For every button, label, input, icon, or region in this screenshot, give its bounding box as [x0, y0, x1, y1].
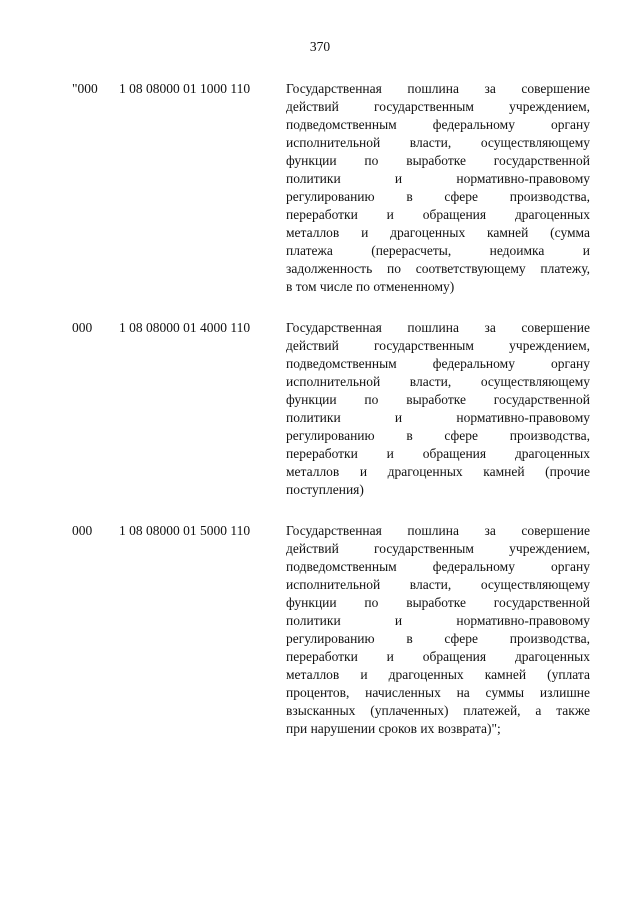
table-row: [0, 522, 640, 738]
budget-code-table: [0, 80, 640, 761]
income-name-cell: [286, 80, 590, 296]
name-line: взысканных (уплаченных) платежей, а также: [286, 703, 590, 718]
name-line: Государственная пошлина за совершение: [286, 81, 590, 96]
name-line: функции по выработке государственной: [286, 392, 590, 407]
name-line: металлов и драгоценных камней (уплата: [286, 667, 590, 682]
name-line: переработки и обращения драгоценных: [286, 649, 590, 664]
name-line: действий государственным учреждением,: [286, 338, 590, 353]
name-line: регулированию в сфере производства,: [286, 189, 590, 204]
name-line: металлов и драгоценных камней (прочие: [286, 464, 590, 479]
name-line: действий государственным учреждением,: [286, 541, 590, 556]
name-line: в том числе по отмененному): [286, 279, 455, 294]
name-line: переработки и обращения драгоценных: [286, 207, 590, 222]
name-line: функции по выработке государственной: [286, 153, 590, 168]
name-line: процентов, начисленных на суммы излишне: [286, 685, 590, 700]
name-line: действий государственным учреждением,: [286, 99, 590, 114]
kbk-code-cell: 1 08 08000 01 4000 110: [119, 320, 251, 335]
income-name-cell: [286, 522, 590, 738]
name-line: подведомственным федеральному органу: [286, 117, 590, 132]
table-row: [0, 319, 640, 499]
name-line: металлов и драгоценных камней (сумма: [286, 225, 590, 240]
name-line: платежа (перерасчеты, недоимка и: [286, 243, 590, 258]
income-name-cell: [286, 319, 590, 499]
name-line: Государственная пошлина за совершение: [286, 523, 590, 538]
name-line: поступления): [286, 482, 364, 497]
admin-code-cell: "000: [72, 81, 98, 96]
name-line: регулированию в сфере производства,: [286, 631, 590, 646]
name-line: подведомственным федеральному органу: [286, 356, 590, 371]
name-line: политики и нормативно-правовому: [286, 410, 590, 425]
name-line: переработки и обращения драгоценных: [286, 446, 590, 461]
name-line: исполнительной власти, осуществляющему: [286, 577, 590, 592]
name-line: задолженность по соответствующему платежу,: [286, 261, 590, 276]
name-line: исполнительной власти, осуществляющему: [286, 374, 590, 389]
name-line: политики и нормативно-правовому: [286, 171, 590, 186]
kbk-code-cell: 1 08 08000 01 1000 110: [119, 81, 251, 96]
name-line: подведомственным федеральному органу: [286, 559, 590, 574]
admin-code-cell: 000: [72, 320, 93, 335]
admin-code-cell: 000: [72, 523, 93, 538]
name-line: политики и нормативно-правовому: [286, 613, 590, 628]
name-line: исполнительной власти, осуществляющему: [286, 135, 590, 150]
name-line: при нарушении сроков их возврата)";: [286, 721, 501, 736]
name-line: Государственная пошлина за совершение: [286, 320, 590, 335]
kbk-code-cell: 1 08 08000 01 5000 110: [119, 523, 251, 538]
page-number: 370: [309, 39, 331, 54]
name-line: функции по выработке государственной: [286, 595, 590, 610]
name-line: регулированию в сфере производства,: [286, 428, 590, 443]
table-row: [0, 80, 640, 296]
